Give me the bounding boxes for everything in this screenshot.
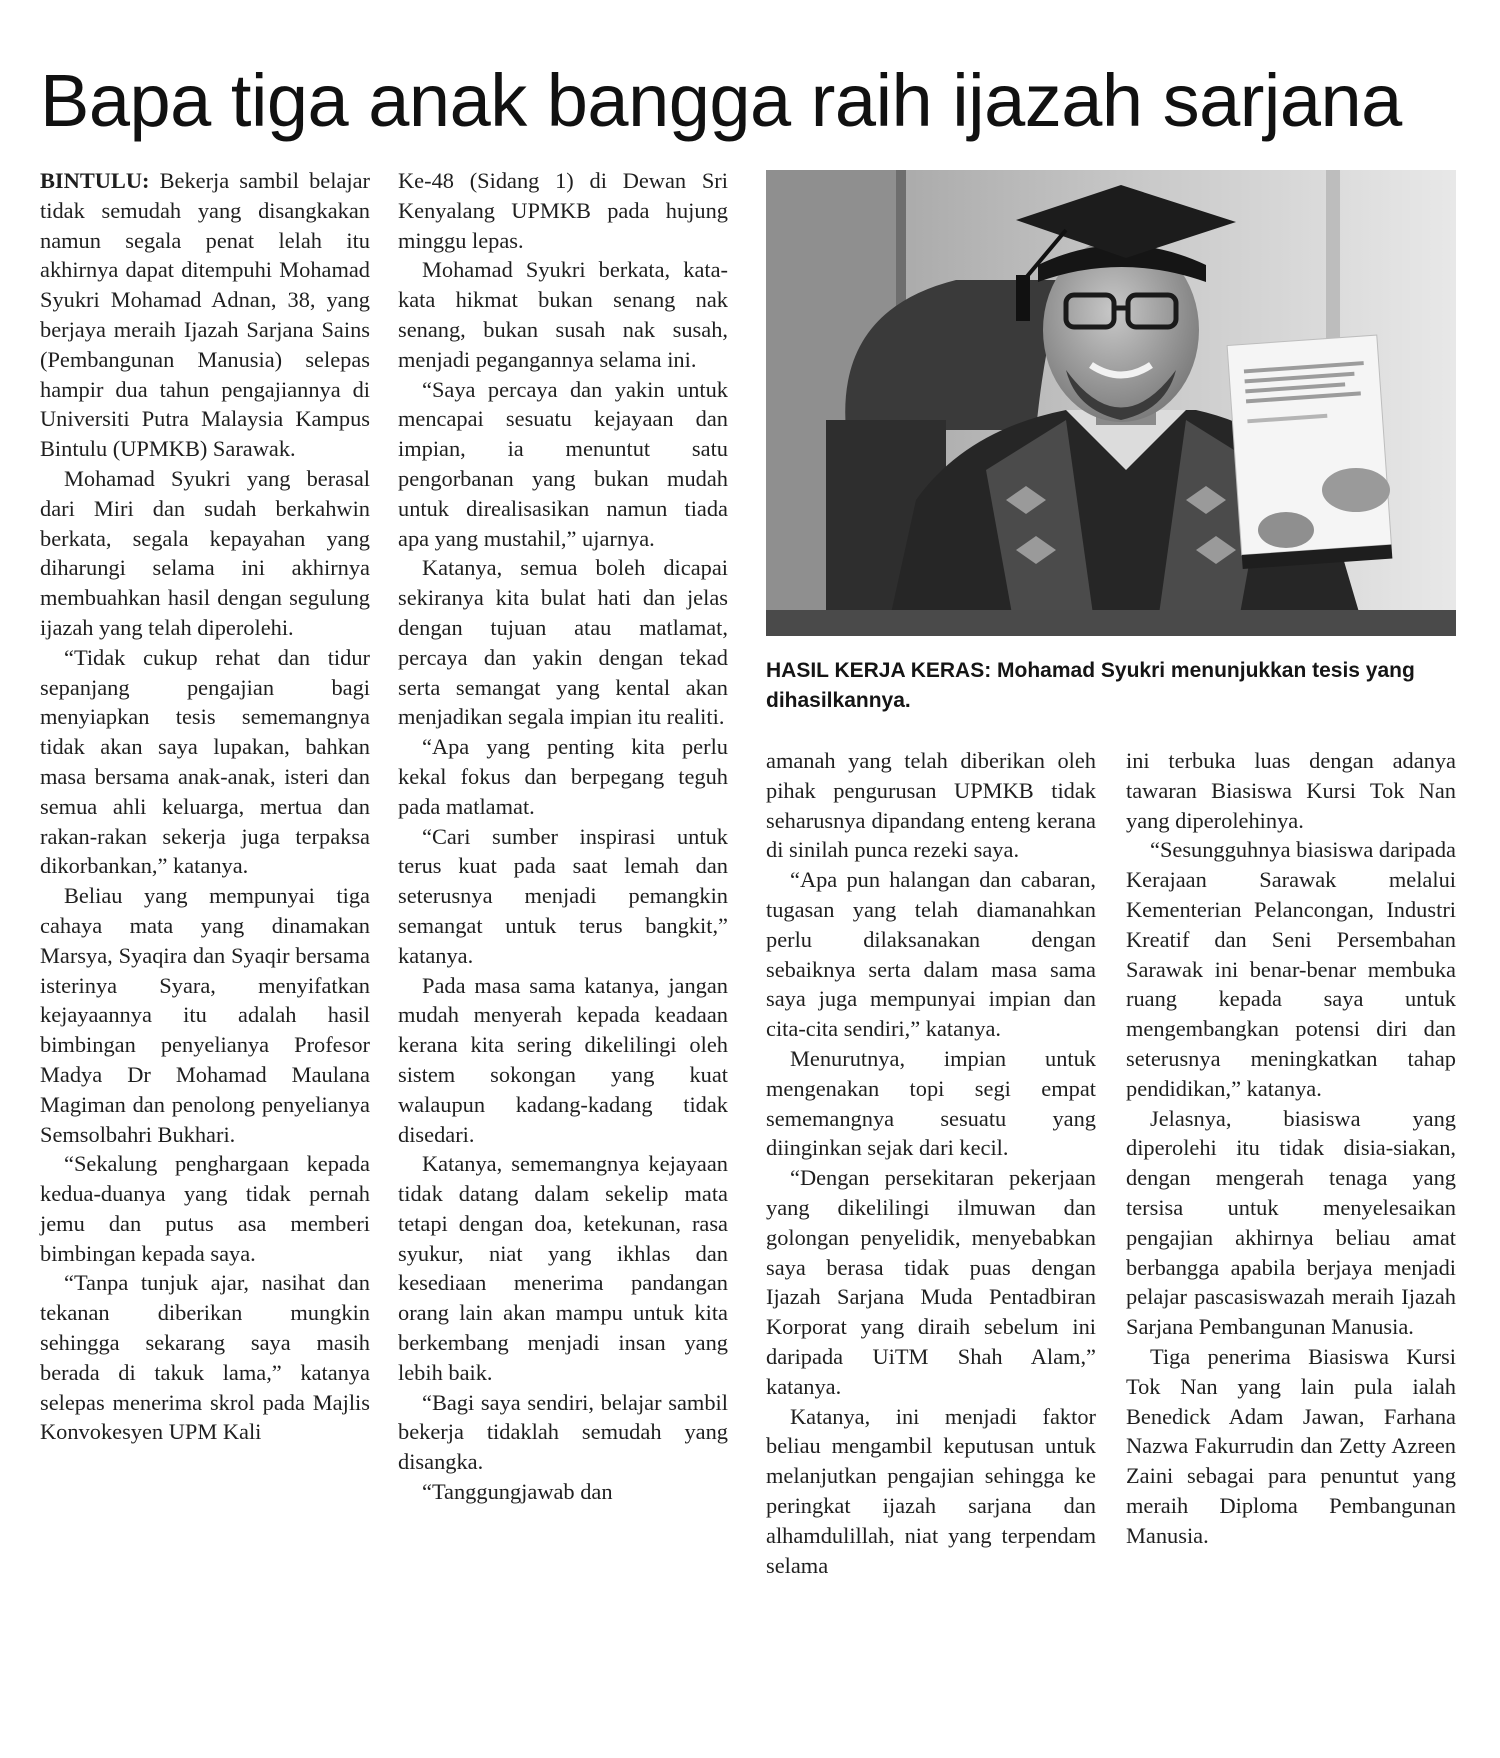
paragraph: “Tidak cukup rehat dan tidur sepanjang pengajian bagi menyiapkan tesis sememangnya tidak akan saya lupakan, bahkan masa bersama anak-anak, isteri dan semua ahli keluarga, mertua dan rakan-rakan sekerja juga terpaksa dikorbankan,” katanya. [40,644,370,879]
article-column-1 [40,166,370,1447]
paragraph-text: Bekerja sambil belajar tidak semudah yang disangkakan namun segala penat lelah itu akhirnya dapat ditempuhi Mohamad Syukri Mohamad Adnan, 38, yang berjaya meraih Ijazah Sarjana Sains (Pembangunan Manusia) selepas hampir dua tahun pengajiannya di Universiti Putra Malaysia Kampus Bintulu (UPMKB) Sarawak. [40,168,370,462]
paragraph: “Apa yang penting kita perlu kekal fokus dan berpegang teguh pada matlamat. [398,734,728,819]
paragraph: Ke-48 (Sidang 1) di Dewan Sri Kenyalang UPMKB pada hujung minggu lepas. [398,168,728,253]
paragraph: Katanya, sememangnya kejayaan tidak datang dalam sekelip mata tetapi dengan doa, ketekunan, rasa syukur, niat yang ikhlas dan kesediaan menerima pandangan orang lain akan mampu untuk kita berkembang menjadi insan yang lebih baik. [398,1151,728,1385]
paragraph: “Dengan persekitaran pekerjaan yang dikelilingi ilmuwan dan golongan penyelidik, menyebabkan saya berasa tidak puas dengan Ijazah Sarjana Muda Pentadbiran Korporat yang diraih sebelum ini daripada UiTM Shah Alam,” katanya. [766,1165,1096,1399]
caption-label: HASIL KERJA KERAS: [766,659,992,682]
caption-text: Mohamad Syukri menunjukkan tesis yang dihasilkannya. [766,659,1415,712]
dateline: BINTULU: [40,168,150,193]
article-column-4 [1126,746,1456,1551]
paragraph: amanah yang telah diberikan oleh pihak pengurusan UPMKB tidak seharusnya dipandang enteng kerana di sinilah punca rezeki saya. [766,748,1096,863]
article-column-2 [398,166,728,1507]
paragraph: Katanya, ini menjadi faktor beliau mengambil keputusan untuk melanjutkan pengajian sehingga ke peringkat ijazah sarjana dan alhamdulillah, niat yang terpendam selama [766,1403,1096,1578]
article-column-3 [766,746,1096,1580]
paragraph: “Tanggungjawab dan [422,1479,613,1505]
paragraph: ini terbuka luas dengan adanya tawaran Biasiswa Kursi Tok Nan yang diperolehinya. [1126,748,1456,833]
paragraph: Tiga penerima Biasiswa Kursi Tok Nan yang lain pula ialah Benedick Adam Jawan, Farhana Nazwa Fakurrudin dan Zetty Azreen Zaini sebagai para penuntut yang meraih Diploma Pembangunan Manusia. [1126,1343,1456,1548]
paragraph: “Tanpa tunjuk ajar, nasihat dan tekanan diberikan mungkin sehingga sekarang saya masih berada di takuk lama,” katanya selepas menerima skrol pada Majlis Konvokesyen UPM Kali [40,1270,370,1445]
paragraph: “Apa pun halangan dan cabaran, tugasan yang telah diamanahkan perlu dilaksanakan dengan sebaiknya serta dalam masa sama saya juga mempunyai impian dan cita-cita sendiri,” katanya. [766,867,1096,1042]
paragraph [40,166,370,464]
paragraph: Mohamad Syukri yang berasal dari Miri dan sudah berkahwin berkata, segala kepayahan yang diharungi selama ini akhirnya membuahkan hasil dengan segulung ijazah yang telah diperolehi. [40,465,370,640]
paragraph: “Cari sumber inspirasi untuk terus kuat pada saat lemah dan seterusnya menjadi pemangkin semangat untuk terus bangkit,” katanya. [398,823,728,968]
paragraph: “Sekalung penghargaan kepada kedua-duanya yang tidak pernah jemu dan putus asa memberi bimbingan kepada saya. [40,1151,370,1266]
graduate-photo-illustration [766,170,1456,636]
paragraph: “Saya percaya dan yakin untuk mencapai sesuatu kejayaan dan impian, ia menuntut satu pengorbanan yang bukan mudah untuk direalisasikan namun tiada apa yang mustahil,” ujarnya. [398,376,728,551]
paragraph: Jelasnya, biasiswa yang diperolehi itu tidak disia-siakan, dengan mengerah tenaga yang tersisa untuk menyelesaikan pengajian akhirnya beliau amat berbangga apabila berjaya menjadi pelajar pascasiswazah meraih Ijazah Sarjana Pembangunan Manusia. [1126,1105,1456,1340]
paragraph: Pada masa sama katanya, jangan mudah menyerah kepada keadaan kerana kita sering dikelilingi oleh sistem sokongan yang kuat walaupun kadang-kadang tidak disedari. [398,972,728,1147]
paragraph: Beliau yang mempunyai tiga cahaya mata yang dinamakan Marsya, Syaqira dan Syaqir bersama isterinya Syara, menyifatkan kejayaannya itu adalah hasil bimbingan penyelianya Profesor Madya Dr Mohamad Maulana Magiman dan penolong penyelianya Semsolbahri Bukhari. [40,883,370,1147]
paragraph: Mohamad Syukri berkata, kata-kata hikmat bukan senang nak senang, bukan susah nak susah, menjadi pegangannya selama ini. [398,257,728,372]
paragraph: “Bagi saya sendiri, belajar sambil bekerja tidaklah semudah yang disangka. [398,1389,728,1475]
photo-caption [766,656,1456,716]
paragraph: Menurutnya, impian untuk mengenakan topi segi empat sememangnya sesuatu yang diinginkan sejak dari kecil. [766,1045,1096,1161]
paragraph: Katanya, semua boleh dicapai sekiranya kita bulat hati dan jelas dengan tujuan atau matlamat, percaya dan yakin dengan tekad serta semangat yang kental akan menjadikan segala impian itu realiti. [398,555,728,730]
paragraph: “Sesungguhnya biasiswa daripada Kerajaan Sarawak melalui Kementerian Pelancongan, Industri Kreatif dan Seni Persembahan Sarawak ini benar-benar membuka ruang kepada saya untuk mengembangkan potensi diri dan seterusnya meningkatkan tahap pendidikan,” katanya. [1126,837,1456,1101]
graduate-photo [766,170,1456,636]
headline: Bapa tiga anak bangga raih ijazah sarjana [40,59,1402,142]
